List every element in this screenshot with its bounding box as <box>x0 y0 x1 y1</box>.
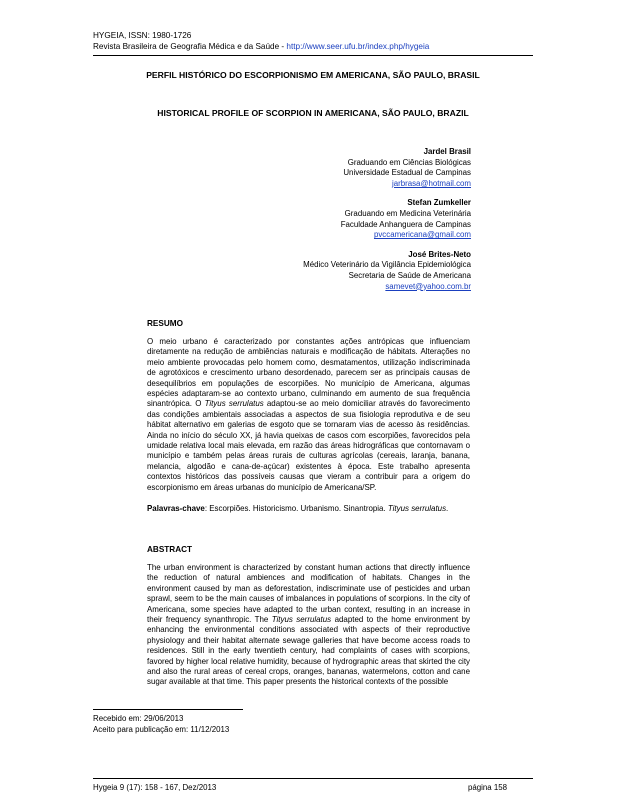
abstract-text <box>147 563 470 688</box>
author-name: José Brites-Neto <box>408 249 471 259</box>
keywords <box>147 504 470 514</box>
abstract-species: Tityus serrulatus <box>271 615 332 625</box>
author-email-link[interactable]: jarbrasa@hotmail.com <box>391 178 471 188</box>
author-list <box>303 147 471 301</box>
resumo-text-part1: O meio urbano é caracterizado por constantes ações antrópicas que influenciam diretamente na redução de ambiências naturais e modificação de hábitats. Alterações no meio ambiente provocadas pelo homem como, desmatamentos, utilização indiscriminada de agrotóxicos e crescimento urbano desordenado, parecem ser as principais causas de desequilíbrios em populações de escorpiões. No município de Americana, algumas espécies adaptaram-se ao contexto urbano, culminando em aumento de sua frequência sinantrópica. O <box>147 337 470 409</box>
author-email-link[interactable]: samevet@yahoo.com.br <box>385 281 471 291</box>
page-number: página 158 <box>467 783 507 792</box>
keywords-label: Palavras-chave <box>147 504 205 513</box>
author-institution: Secretaria de Saúde de Americana <box>348 270 471 280</box>
author-institution: Universidade Estadual de Campinas <box>343 168 471 178</box>
keywords-end: . <box>446 504 449 513</box>
title-portuguese: PERFIL HISTÓRICO DO ESCORPIONISMO EM AMERICANA, SÃO PAULO, BRASIL <box>146 70 480 80</box>
footer-rule <box>93 778 533 779</box>
journal-url-link[interactable]: http://www.seer.ufu.br/index.php/hygeia <box>286 42 430 51</box>
journal-subtitle-text: Revista Brasileira de Geografia Médica e da Saúde - <box>93 42 287 51</box>
resumo-heading: RESUMO <box>147 319 183 328</box>
author-affiliation: Graduando em Medicina Veterinária <box>344 208 471 218</box>
abstract-heading: ABSTRACT <box>147 545 193 554</box>
author-1 <box>303 147 471 189</box>
abstract-text-part1: The urban environment is characterized by constant human actions that directly influence the reduction of natural ambiences and modification of habitats. Changes in the environment caused by man as deforestation, indiscriminate use of pesticides and urban sprawl, seem to be the main causes of imbalances in populations of scorpions. In the city of Americana, some species have adapted to the urban context, resulting in an increase in their frequency synanthropic. The <box>147 563 470 625</box>
keywords-species: Tityus serrulatus <box>387 504 447 513</box>
author-affiliation: Médico Veterinário da Vigilância Epidemiológica <box>303 260 471 270</box>
author-institution: Faculdade Anhanguera de Campinas <box>340 219 471 229</box>
resumo-text-part2: adaptou-se ao meio domiciliar através do favorecimento das condições ambientais associadas a aspectos de sua fisiologia reprodutiva e de seu hábitat alternativo em galerias de esgoto que se tornaram vias de acesso às residências. Ainda no início do século XX, já havia queixas de casos com escorpiões, favorecidos pela umidade relativa local mais elevada, em razão das áreas hidrográficas que contornavam o município e também pelas áreas rurais de culturas agrícolas (cereais, laranja, banana, melancia, algodão e cana-de-açúcar) existentes à época. Este trabalho apresenta contextos históricos das possíveis causas que vieram a contribuir para a origem do escorpionismo em áreas urbanas do município de Americana/SP. <box>147 399 470 492</box>
resumo-text <box>147 337 470 493</box>
author-affiliation: Graduando em Ciências Biológicas <box>347 157 471 167</box>
header-rule <box>93 55 533 56</box>
author-3 <box>303 250 471 292</box>
author-2 <box>303 198 471 240</box>
abstract-text-part2: adapted to the home environment by enhancing the environmental conditions associated with aspects of their reproductive physiology and their habitat alternate sewage galleries that have become access roads to residences. Still in the early twentieth century, had complaints of cases with scorpions, favored by higher local relative humidity, because of hydrographic areas that skirted the city and also the rural areas of cereal crops, oranges, bananas, watermelons, cotton and cane sugar available at that time. This paper presents the historical contexts of the possible <box>147 615 470 687</box>
keywords-text: : Escorpiões. Historicismo. Urbanismo. Sinantropia. <box>204 504 388 513</box>
footnote-rule <box>93 709 243 710</box>
journal-issn: HYGEIA, ISSN: 1980-1726 <box>93 31 192 40</box>
accepted-date: Aceito para publicação em: 11/12/2013 <box>93 725 230 734</box>
resumo-species: Tityus serrulatus <box>204 399 264 409</box>
journal-subtitle <box>93 42 429 52</box>
title-english: HISTORICAL PROFILE OF SCORPION IN AMERICANA, SÃO PAULO, BRAZIL <box>157 108 469 118</box>
citation-footer: Hygeia 9 (17): 158 - 167, Dez/2013 <box>93 783 217 792</box>
author-email-link[interactable]: pvccamericana@gmail.com <box>373 230 471 240</box>
author-name: Stefan Zumkeller <box>407 198 471 208</box>
author-name: Jardel Brasil <box>423 147 471 156</box>
received-date: Recebido em: 29/06/2013 <box>93 714 184 723</box>
